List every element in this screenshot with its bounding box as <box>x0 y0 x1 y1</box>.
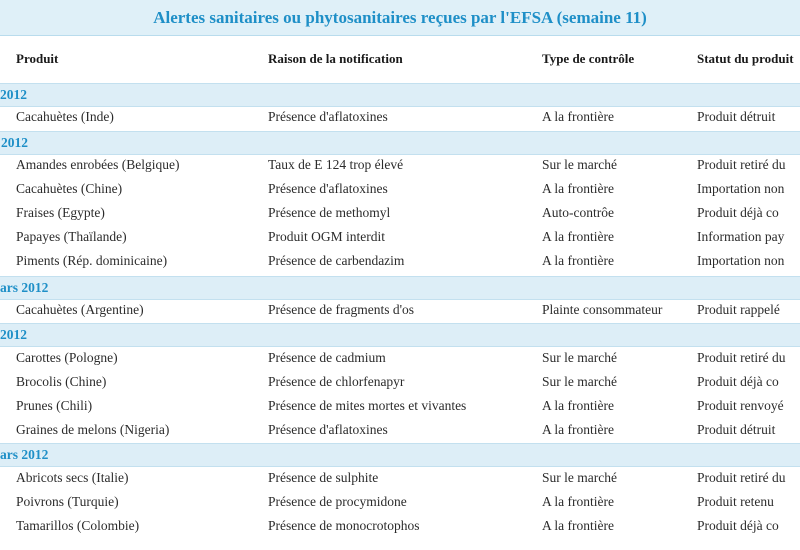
cell-produit: Fraises (Egypte) <box>16 205 105 220</box>
cell-statut: Produit détruit <box>697 422 776 437</box>
cell-raison: Présence de methomyl <box>268 205 391 220</box>
cell-statut: Produit retiré du <box>697 470 786 485</box>
table-title-bar <box>0 0 800 36</box>
cell-type-controle: A la frontière <box>542 398 614 413</box>
section-date: 2012 <box>0 327 27 342</box>
table-row <box>0 370 800 394</box>
cell-statut: Produit retiré du <box>697 350 786 365</box>
cell-type-controle: A la frontière <box>542 518 614 533</box>
cell-statut: Importation non <box>697 181 785 196</box>
cell-type-controle: Sur le marché <box>542 157 617 172</box>
cell-raison: Taux de E 124 trop élevé <box>268 157 404 172</box>
cell-produit: Abricots secs (Italie) <box>16 470 129 485</box>
cell-statut: Produit retiré du <box>697 157 786 172</box>
cell-type-controle: A la frontière <box>542 253 614 268</box>
cell-statut: Produit déjà co <box>697 374 779 389</box>
cell-type-controle: Sur le marché <box>542 350 617 365</box>
cell-raison: Présence de chlorfenapyr <box>268 374 405 389</box>
cell-type-controle: A la frontière <box>542 229 614 244</box>
header-statut: Statut du produit <box>697 51 794 66</box>
cell-raison: Présence d'aflatoxines <box>268 181 388 196</box>
section-date: ars 2012 <box>0 447 49 462</box>
table-row <box>0 153 800 177</box>
section-date: 2012 <box>0 87 27 102</box>
cell-statut: Produit renvoyé <box>697 398 784 413</box>
table-row <box>0 298 800 322</box>
table-title: Alertes sanitaires ou phytosanitaires reçues par l'EFSA (semaine 11) <box>153 8 647 27</box>
section-date-band <box>0 131 800 155</box>
cell-type-controle: A la frontière <box>542 494 614 509</box>
cell-type-controle: Sur le marché <box>542 470 617 485</box>
cell-statut: Produit déjà co <box>697 205 779 220</box>
cell-produit: Poivrons (Turquie) <box>16 494 119 509</box>
section-date: ars 2012 <box>0 280 49 295</box>
cell-raison: Présence de mites mortes et vivantes <box>268 398 467 413</box>
table-row <box>0 466 800 490</box>
table-header <box>0 35 800 83</box>
table-row <box>0 514 800 538</box>
cell-statut: Produit retenu <box>697 494 774 509</box>
table-row <box>0 346 800 370</box>
table-row <box>0 177 800 201</box>
cell-raison: Présence de monocrotophos <box>268 518 420 533</box>
cell-raison: Présence d'aflatoxines <box>268 109 388 124</box>
cell-produit: Graines de melons (Nigeria) <box>16 422 170 437</box>
table-row <box>0 201 800 225</box>
cell-statut: Produit déjà co <box>697 518 779 533</box>
cell-statut: Produit rappelé <box>697 302 780 317</box>
cell-produit: Piments (Rép. dominicaine) <box>16 253 168 268</box>
cell-produit: Brocolis (Chine) <box>16 374 107 389</box>
section-date-band <box>0 83 800 107</box>
table-row <box>0 105 800 129</box>
cell-produit: Amandes enrobées (Belgique) <box>16 157 180 172</box>
cell-type-controle: Sur le marché <box>542 374 617 389</box>
section-date-band <box>0 443 800 467</box>
cell-raison: Produit OGM interdit <box>268 229 385 244</box>
header-type-controle: Type de contrôle <box>542 51 635 66</box>
cell-raison: Présence de carbendazim <box>268 253 405 268</box>
cell-type-controle: Plainte consommateur <box>542 302 663 317</box>
cell-produit: Cacahuètes (Argentine) <box>16 302 144 317</box>
cell-type-controle: A la frontière <box>542 109 614 124</box>
cell-produit: Papayes (Thaïlande) <box>16 229 127 244</box>
section-date-band <box>0 276 800 300</box>
cell-produit: Carottes (Pologne) <box>16 350 118 365</box>
header-produit: Produit <box>16 51 59 66</box>
section-date: 2012 <box>1 135 28 150</box>
cell-raison: Présence de cadmium <box>268 350 386 365</box>
section-date-band <box>0 323 800 347</box>
cell-produit: Tamarillos (Colombie) <box>16 518 140 533</box>
table-row <box>0 249 800 273</box>
cell-statut: Produit détruit <box>697 109 776 124</box>
cell-raison: Présence de sulphite <box>268 470 379 485</box>
table-row <box>0 490 800 514</box>
cell-type-controle: A la frontière <box>542 181 614 196</box>
cell-statut: Importation non <box>697 253 785 268</box>
header-raison: Raison de la notification <box>268 51 403 66</box>
cell-raison: Présence d'aflatoxines <box>268 422 388 437</box>
cell-type-controle: Auto-contrôe <box>542 205 614 220</box>
cell-type-controle: A la frontière <box>542 422 614 437</box>
table-row <box>0 418 800 442</box>
cell-produit: Prunes (Chili) <box>16 398 93 413</box>
table-row <box>0 225 800 249</box>
table-row <box>0 394 800 418</box>
cell-produit: Cacahuètes (Chine) <box>16 181 123 196</box>
cell-statut: Information pay <box>697 229 785 244</box>
cell-produit: Cacahuètes (Inde) <box>16 109 114 124</box>
cell-raison: Présence de fragments d'os <box>268 302 415 317</box>
cell-raison: Présence de procymidone <box>268 494 407 509</box>
